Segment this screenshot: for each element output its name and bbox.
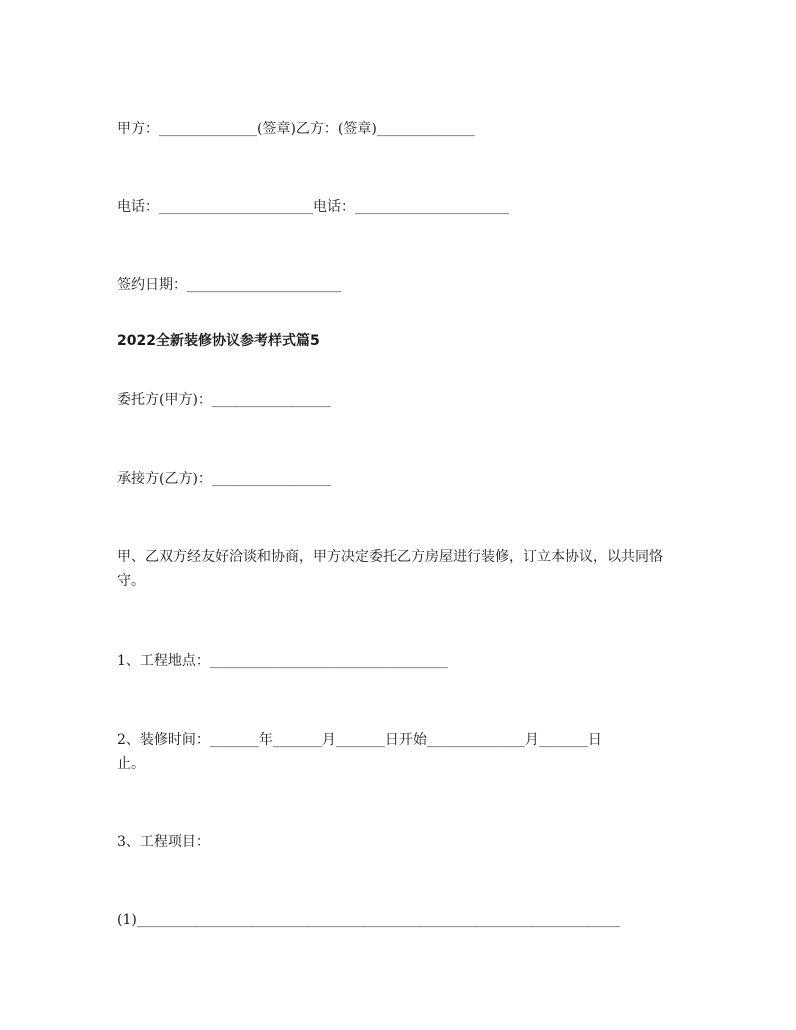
contractor-line: 承接方(乙方)：_________________	[117, 471, 331, 487]
section-title: 2022全新装修协议参考样式篇5	[117, 333, 320, 349]
phone-line: 电话：______________________电话：______________________	[117, 199, 509, 215]
signing-date-line: 签约日期：______________________	[117, 277, 341, 293]
renovation-time-line: 2、装修时间：_______年_______月_______日开始______________月_______日	[117, 732, 602, 748]
intro-paragraph: 甲、乙双方经友好洽谈和协商，甲方决定委托乙方房屋进行装修，订立本协议，以共同恪守。	[117, 549, 663, 589]
party-signature-line: 甲方：______________(签章)乙方：(签章)______________	[117, 121, 475, 137]
project-location-line: 1、工程地点：__________________________________	[117, 653, 448, 669]
project-items-line: 3、工程项目：	[117, 834, 210, 850]
project-item-1-line: (1)_____________________________________________________________________	[117, 912, 620, 928]
renovation-time-line-end: 止。	[117, 756, 145, 772]
client-line: 委托方(甲方)：_________________	[117, 392, 331, 408]
